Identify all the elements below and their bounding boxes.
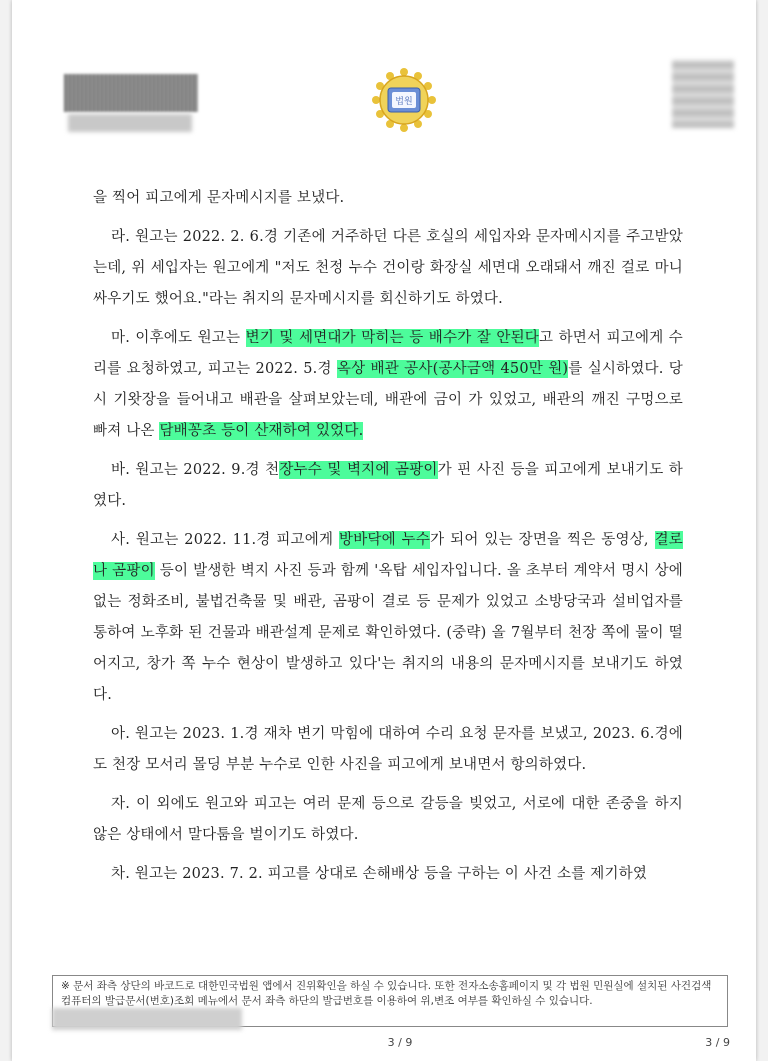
highlighted-text: 장누수 및 벽지에 곰팡이: [279, 462, 438, 478]
paragraph-text: 사. 원고는 2022. 11.경 피고에게: [111, 532, 339, 548]
redacted-issue-number: [52, 1008, 242, 1030]
paragraph-text: 등이 발생한 벽지 사진 등과 함께 '옥탑 세입자입니다. 올 초부터 계약서 명시 상에 없는 정화조비, 불법건축물 및 배관, 곰팡이 결로 등 문제가 있었고 소방당국과 설비업자를 통하여 노후화 된 건물과 배관설계 문제로 확인하였다. (중략) 올 7월부터 천장 쪽에 물이 떨어지고, 창가 쪽 누수 현상이 발생하고 있다'는 취지의 내용의 문자메시지를 보내기도 하였다.: [93, 563, 683, 703]
paragraph-text: 라. 원고는 2022. 2. 6.경 기존에 거주하던 다른 호실의 세입자와 문자메시지를 주고받았는데, 위 세입자는 원고에게 "저도 천정 누수 건이랑 화장실 세면대 오래돼서 깨진 걸로 마니 싸우기도 했어요."라는 취지의 문자메시지를 회신하기도 하였다.: [93, 229, 683, 307]
seal-text: 법원: [395, 97, 413, 107]
paragraph-text: 가 되어 있는 장면을 찍은 동영상,: [430, 532, 655, 548]
paragraph: [93, 719, 683, 781]
document-body: [93, 183, 683, 898]
court-seal-icon: [368, 64, 440, 136]
paragraph-text: 고 하면서 피고에게 수리를 요청하였고, 피고는 2022. 5.경: [93, 330, 683, 377]
paragraph-text: 바. 원고는 2022. 9.경 천: [111, 462, 280, 478]
paragraph-text: 차. 원고는 2023. 7. 2. 피고를 상대로 손해배상 등을 구하는 이 사건 소를 제기하였: [111, 866, 648, 882]
paragraph: [93, 859, 683, 890]
highlighted-text: 결로나 곰팡이: [93, 532, 683, 579]
paragraph: [93, 525, 683, 711]
paragraph: [93, 222, 683, 315]
highlighted-text: 담배꽁초 등이 산재하여 있었다.: [159, 423, 364, 439]
redacted-barcode-number: [68, 114, 192, 132]
redacted-qr-code: [672, 60, 734, 128]
highlighted-text: 옥상 배관 공사(공사금액 450만 원): [336, 361, 569, 377]
paragraph: [93, 455, 683, 517]
page-number-center: 3 / 9: [387, 1036, 413, 1049]
paragraph: [93, 323, 683, 447]
paragraph: [93, 789, 683, 851]
paragraph: [93, 183, 683, 214]
paragraph-text: 가 핀 사진 등을 피고에게 보내기도 하였다.: [93, 462, 683, 509]
paragraph-text: 를 실시하였다. 당시 기왓장을 들어내고 배관을 살펴보았는데, 배관에 금이 가 있었고, 배관의 깨진 구멍으로 빠져 나온: [93, 361, 683, 439]
paragraph-text: 아. 원고는 2023. 1.경 재차 변기 막힘에 대하여 수리 요청 문자를 보냈고, 2023. 6.경에도 천장 모서리 몰딩 부분 누수로 인한 사진을 피고에게 보내면서 항의하였다.: [93, 726, 683, 773]
barcode-image: [64, 74, 198, 112]
page-number-right: 3 / 9: [705, 1036, 730, 1049]
paragraph-text: 을 찍어 피고에게 문자메시지를 보냈다.: [93, 190, 345, 206]
highlighted-text: 방바닥에 누수: [339, 532, 431, 548]
paragraph-text: 자. 이 외에도 원고와 피고는 여러 문제 등으로 갈등을 빚었고, 서로에 대한 존중을 하지 않은 상태에서 말다툼을 벌이기도 하였다.: [93, 796, 683, 843]
verification-notice-text: ※ 문서 좌측 상단의 바코드로 대한민국법원 앱에서 진위확인을 하실 수 있습니다. 또한 전자소송홈페이지 및 각 법원 민원실에 설치된 사건검색 컴퓨터의 발급문서(번호)조회 메뉴에서 문서 좌측 하단의 발급번호를 이용하여 위,변조 여부를 확인하실 수 있습니다.: [61, 980, 712, 1007]
paragraph-text: 마. 이후에도 원고는: [111, 330, 246, 346]
highlighted-text: 변기 및 세면대가 막히는 등 배수가 잘 안된다: [245, 330, 539, 346]
